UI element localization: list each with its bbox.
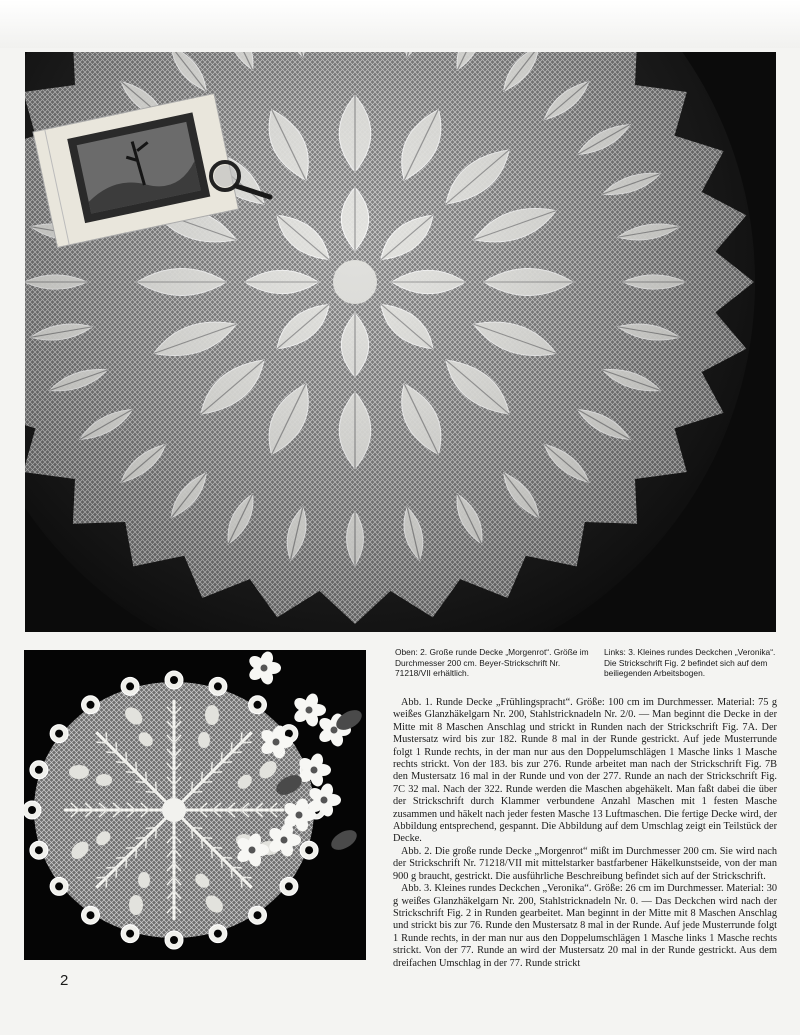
description-text bbox=[393, 697, 777, 970]
caption-top-photo: Oben: 2. Große runde Decke „Morgenrot“. Größe im Durchmesser 200 cm. Beyer-Strickschrift Nr. 71218/VII erhältlich. bbox=[395, 647, 589, 679]
paragraph-abb2: Abb. 2. Die große runde Decke „Morgenrot“ mißt im Durchmesser 200 cm. Sie wird nach der Strickschrift Nr. 71218/VII mit mittelstarker bastfarbener Häkelkunstseide, von der man 900 g braucht, gestrickt. Die ausführliche Beschreibung befindet sich auf der Strickschrift. bbox=[393, 845, 777, 882]
paragraph-abb1: Abb. 1. Runde Decke „Frühlingspracht“. Größe: 100 cm im Durchmesser. Material: 75 g weißes Glanzhäkelgarn Nr. 200, Stahlstricknadeln Nr. 2/0. — Man beginnt die Decke in der Mitte mit 8 Maschen Anschlag und strickt in Runden nach der Strickschrift Fig. 7A. Der Mustersatz wird bis zur 182. Runde 8 mal in der Runde gestrickt. Auf jede Musterrunde folgt 1 Runde rechts, in der man nur aus den Doppelumschlägen 1 Masche links 1 Masche rechts strickt. Von der 183. bis zur 276. Runde arbeitet man nach der Strickschrift Fig. 7B den Mustersatz 16 mal in der Runde und von der 277. Runde an nach der Strickschrift Fig. 7C 32 mal. Nach der 322. Runde werden die Maschen abgehäkelt. Man faßt dabei die über der Strickschrift durch Klammer verbundene Anzahl Maschen mit 1 festen Masche zusammen und häkelt nach jeder festen Masche 13 Luftmaschen. Die fertige Decke wird, der Abbildung entsprechend, gespannt. Die Abbildung auf dem Umschlag zeigt ein Teilstück der Decke. bbox=[393, 697, 777, 845]
veronika-doily-illustration bbox=[24, 650, 366, 960]
doily-photo-small bbox=[24, 650, 366, 960]
lace-doily-illustration bbox=[25, 52, 776, 632]
scan-border bbox=[0, 0, 800, 48]
doily-photo-large bbox=[25, 52, 776, 632]
paragraph-abb3: Abb. 3. Kleines rundes Deckchen „Veronika“. Größe: 26 cm im Durchmesser. Material: 30 g weißes Glanzhäkelgarn Nr. 200, Stahlstricknadeln Nr. 0. — Das Deckchen wird nach der Strickschrift Fig. 2 in Runden gearbeitet. Man beginnt in der Mitte mit 8 Maschen Anschlag und strickt bis zur 76. Runde den Mustersatz 8 mal in der Runde. Auf jede Musterrunde folgt 1 Runde rechts, in der man nur aus den Doppelumschlägen 1 Masche links 1 Masche rechts strickt. Von der 77. Runde an wird der Mustersatz 20 mal in der Runde gestrickt. Aus dem dreifachen Umschlag in der 77. Runde strickt bbox=[393, 883, 777, 969]
page-number: 2 bbox=[60, 972, 69, 989]
caption-small-photo: Links: 3. Kleines rundes Deckchen „Veronika“. Die Strickschrift Fig. 2 befindet sich auf dem beiliegenden Arbeitsbogen. bbox=[604, 647, 776, 679]
